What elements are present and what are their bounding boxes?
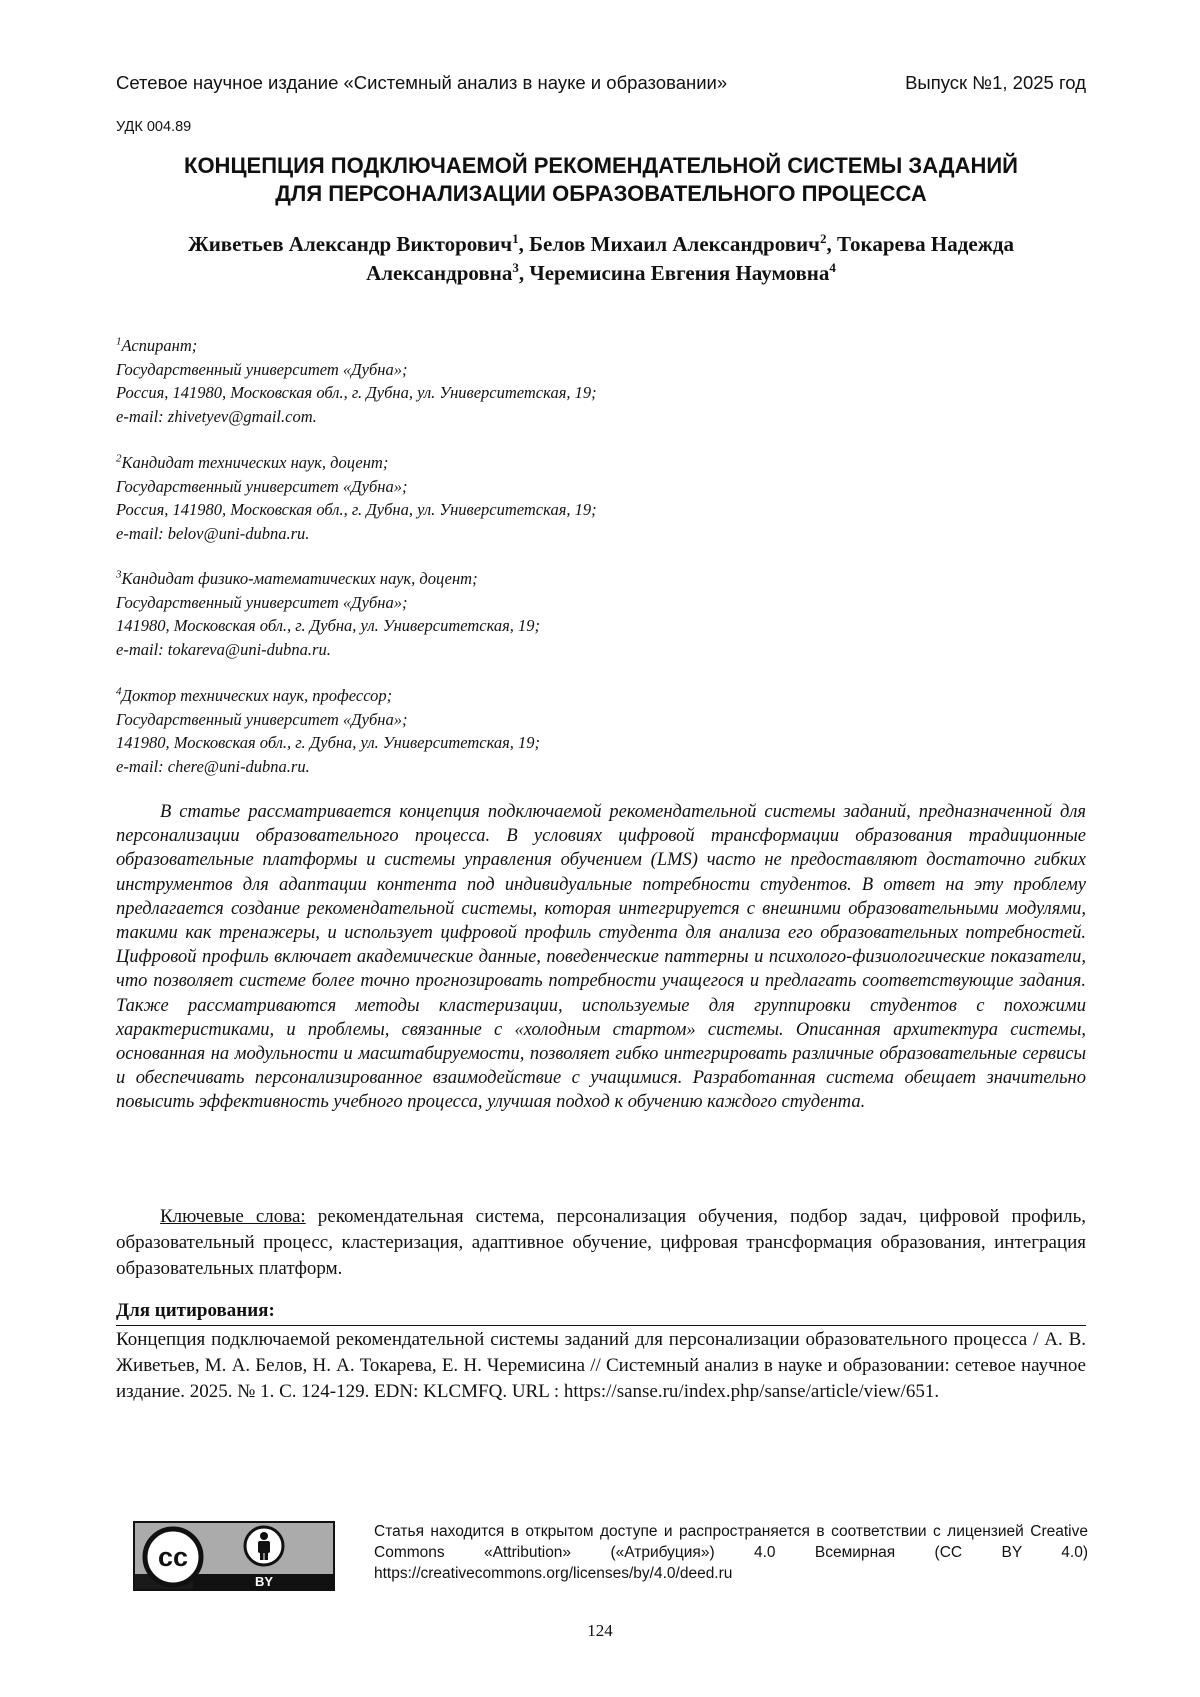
affiliation-position: Кандидат физико-математических наук, доцент; (122, 569, 478, 588)
by-text: BY (255, 1574, 273, 1589)
keywords-label: Ключевые слова: (160, 1206, 306, 1227)
author-separator: , (519, 261, 530, 285)
affiliation-position: Аспирант; (122, 336, 198, 355)
udk-code: УДК 004.89 (116, 119, 191, 135)
license-text: Статья находится в открытом доступе и распространяется в соответствии с лицензией Creative Commons «Attribution» («Атрибуция») 4.0 Всемирная (CC BY 4.0) https://creativecommons.org/licenses/by/4.0/deed.ru (374, 1521, 1088, 1584)
author-separator: , (826, 232, 837, 256)
author-mark: 3 (512, 260, 519, 275)
person-body-icon (258, 1541, 270, 1553)
affiliation-email: e-mail: chere@uni-dubna.ru. (116, 755, 876, 779)
affiliation-org: Государственный университет «Дубна»; (116, 358, 876, 382)
person-leg-icon (265, 1551, 269, 1560)
affiliation-mark: 4 (116, 686, 122, 698)
author-mark: 1 (512, 231, 519, 246)
author-name: Токарева Надежда Александровна (366, 232, 1014, 285)
abstract: В статье рассматривается концепция подключаемой рекомендательной системы заданий, предназначенной для персонализации образовательного процесса. В условиях цифровой трансформации образования традиционные образовательные платформы и системы управления обучением (LMS) часто не предоставляют достаточно гибких инструментов для адаптации контента под индивидуальные потребности студентов. В ответ на эту проблему предлагается создание рекомендательной системы, которая интегрируется с внешними образовательными модулями, такими как тренажеры, и использует цифровой профиль студента для анализа его образовательных потребностей. Цифровой профиль включает академические данные, поведенческие паттерны и психолого-физиологические показатели, что позволяет системе более точно прогнозировать потребности учащегося и предлагать соответствующие задания. Также рассматриваются методы кластеризации, используемые для группировки студентов с похожими характеристиками, и проблемы, связанные с «холодным стартом» системы. Описанная архитектура системы, основанная на модульности и масштабируемости, позволяет гибко интегрировать различные образовательные сервисы и обеспечивать персонализированное взаимодействие с учащимися. Разработанная система обещает значительно повысить эффективность учебного процесса, улучшая подход к обучению каждого студента. (116, 800, 1086, 1115)
affiliation-mark: 2 (116, 453, 122, 465)
journal-name: Сетевое научное издание «Системный анализ в науке и образовании» (116, 72, 727, 94)
cc-by-license-badge[interactable] (133, 1521, 335, 1591)
running-header (116, 72, 1086, 98)
citation-text: Концепция подключаемой рекомендательной системы заданий для персонализации образовательного процесса / А. В. Живетьев, М. А. Белов, Н. А. Токарева, Е. Н. Черемисина // Системный анализ в науке и образовании: сетевое научное издание. 2025. № 1. С. 124-129. EDN: KLCMFQ. URL : https://sanse.ru/index.php/sanse/article/view/651. (116, 1327, 1086, 1405)
title-line: КОНЦЕПЦИЯ ПОДКЛЮЧАЕМОЙ РЕКОМЕНДАТЕЛЬНОЙ СИСТЕМЫ ЗАДАНИЙ (116, 152, 1086, 180)
author-list (116, 230, 1086, 288)
author-mark: 2 (820, 231, 827, 246)
author-name: Живетьев Александр Викторович (188, 232, 512, 256)
affiliation-email: e-mail: belov@uni-dubna.ru. (116, 522, 876, 546)
affiliation-block (116, 334, 876, 428)
citation-heading: Для цитирования: (116, 1300, 1086, 1326)
affiliation-address: 141980, Московская обл., г. Дубна, ул. Университетская, 19; (116, 731, 876, 755)
title-line: ДЛЯ ПЕРСОНАЛИЗАЦИИ ОБРАЗОВАТЕЛЬНОГО ПРОЦЕССА (116, 180, 1086, 208)
keywords (116, 1204, 1086, 1282)
affiliation-address: Россия, 141980, Московская обл., г. Дубна, ул. Университетская, 19; (116, 381, 876, 405)
affiliation-position: Доктор технических наук, профессор; (122, 686, 393, 705)
affiliation-block (116, 684, 876, 778)
affiliation-block (116, 567, 876, 661)
person-leg-icon (260, 1551, 264, 1560)
author-separator: , (519, 232, 530, 256)
person-head-icon (260, 1532, 268, 1540)
page-number: 124 (0, 1621, 1200, 1641)
affiliation-position: Кандидат технических наук, доцент; (122, 453, 389, 472)
issue-label: Выпуск №1, 2025 год (905, 72, 1086, 94)
affiliation-mark: 3 (116, 569, 122, 581)
affiliation-address: 141980, Московская обл., г. Дубна, ул. Университетская, 19; (116, 614, 876, 638)
affiliation-org: Государственный университет «Дубна»; (116, 475, 876, 499)
affiliation-org: Государственный университет «Дубна»; (116, 591, 876, 615)
affiliation-email: e-mail: tokareva@uni-dubna.ru. (116, 638, 876, 662)
author-mark: 4 (829, 260, 836, 275)
keywords-text: рекомендательная система, персонализация обучения, подбор задач, цифровой профиль, образовательный процесс, кластеризация, адаптивное обучение, цифровая трансформация образования, интеграция образовательных платформ. (116, 1206, 1086, 1279)
author-name: Черемисина Евгения Наумовна (529, 261, 829, 285)
affiliation-email: e-mail: zhivetyev@gmail.com. (116, 405, 876, 429)
cc-text: cc (158, 1542, 188, 1572)
article-page (0, 0, 1200, 1697)
affiliation-block (116, 451, 876, 545)
article-title (116, 152, 1086, 208)
affiliation-mark: 1 (116, 336, 122, 348)
affiliation-address: Россия, 141980, Московская обл., г. Дубна, ул. Университетская, 19; (116, 498, 876, 522)
affiliation-org: Государственный университет «Дубна»; (116, 708, 876, 732)
author-name: Белов Михаил Александрович (529, 232, 820, 256)
